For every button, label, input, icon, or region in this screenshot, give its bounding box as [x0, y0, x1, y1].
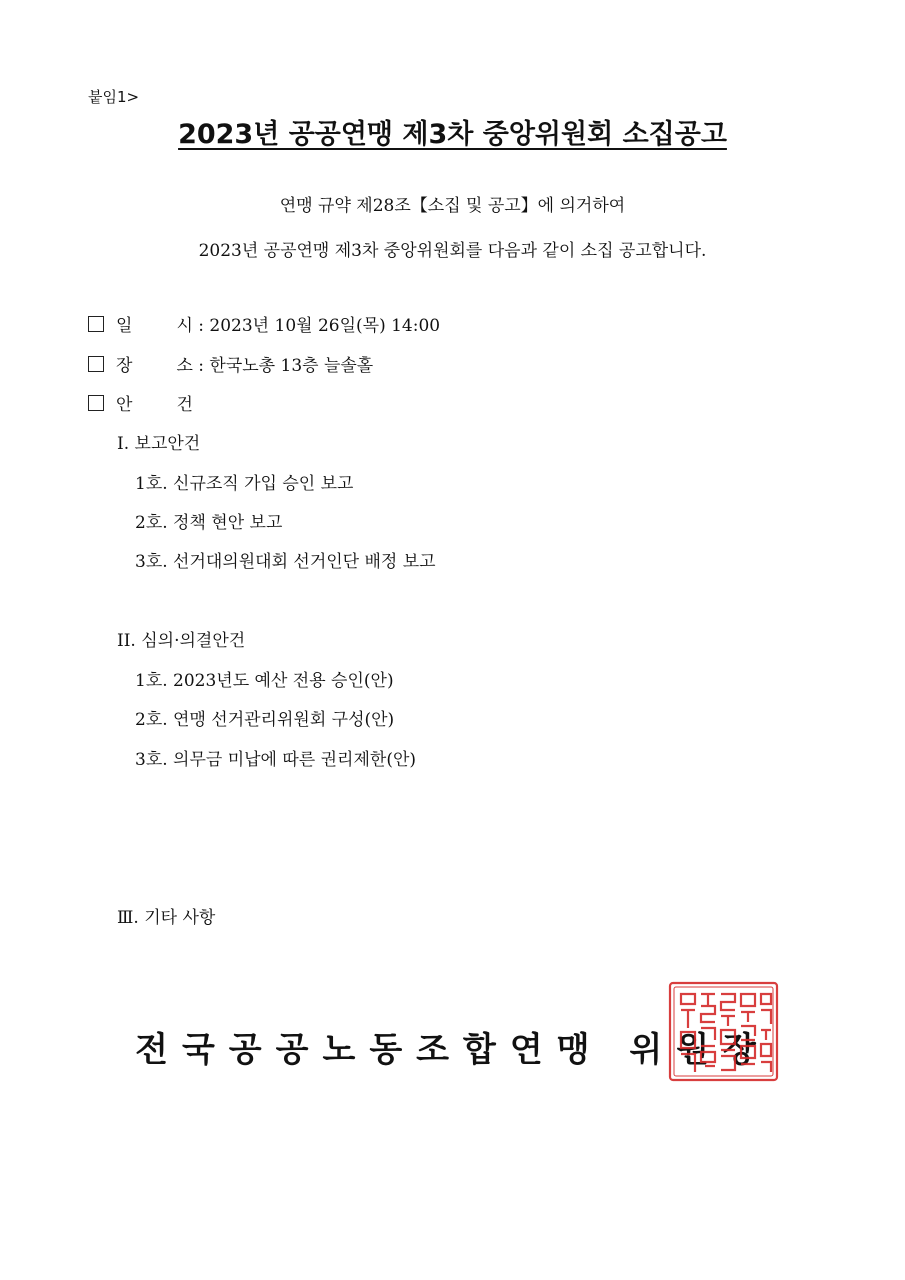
intro-line-2: 2023년 공공연맹 제3차 중앙위원회를 다음과 같이 소집 공고합니다. — [198, 241, 707, 261]
list-item: 1호. 신규조직 가입 승인 보고 — [135, 474, 354, 494]
attachment-label: 붙임1> — [88, 88, 140, 106]
checkbox-square-icon — [88, 356, 104, 372]
list-item: 2호. 연맹 선거관리위원회 구성(안) — [135, 710, 395, 730]
agenda-row: 안 건 — [88, 390, 193, 415]
page-title: 2023년 공공연맹 제3차 중앙위원회 소집공고 — [178, 119, 727, 150]
datetime-value: : 2023년 10월 26일(목) 14:00 — [198, 316, 441, 336]
list-item: 2호. 정책 현안 보고 — [135, 513, 283, 533]
checkbox-square-icon — [88, 316, 104, 332]
signature: 전국공공노동조합연맹 위원장 — [135, 1030, 770, 1070]
list-item: 1호. 2023년도 예산 전용 승인(안) — [135, 671, 394, 691]
list-item: 3호. 선거대의원대회 선거인단 배정 보고 — [135, 552, 436, 572]
official-seal-stamp — [667, 980, 780, 1083]
checkbox-square-icon — [88, 395, 104, 411]
intro-line-1: 연맹 규약 제28조【소집 및 공고】에 의거하여 — [279, 196, 626, 216]
section-title-report: I. 보고안건 — [117, 434, 201, 454]
list-item: 3호. 의무금 미납에 따른 권리제한(안) — [135, 750, 417, 770]
place-row: 장 소 : 한국노총 13층 늘솔홀 — [88, 351, 373, 376]
section-title-other: Ⅲ. 기타 사항 — [117, 908, 216, 928]
place-value: : 한국노총 13층 늘솔홀 — [198, 356, 374, 376]
datetime-row: 일 시 : 2023년 10월 26일(목) 14:00 — [88, 311, 440, 336]
section-title-resolution: II. 심의·의결안건 — [117, 631, 246, 651]
